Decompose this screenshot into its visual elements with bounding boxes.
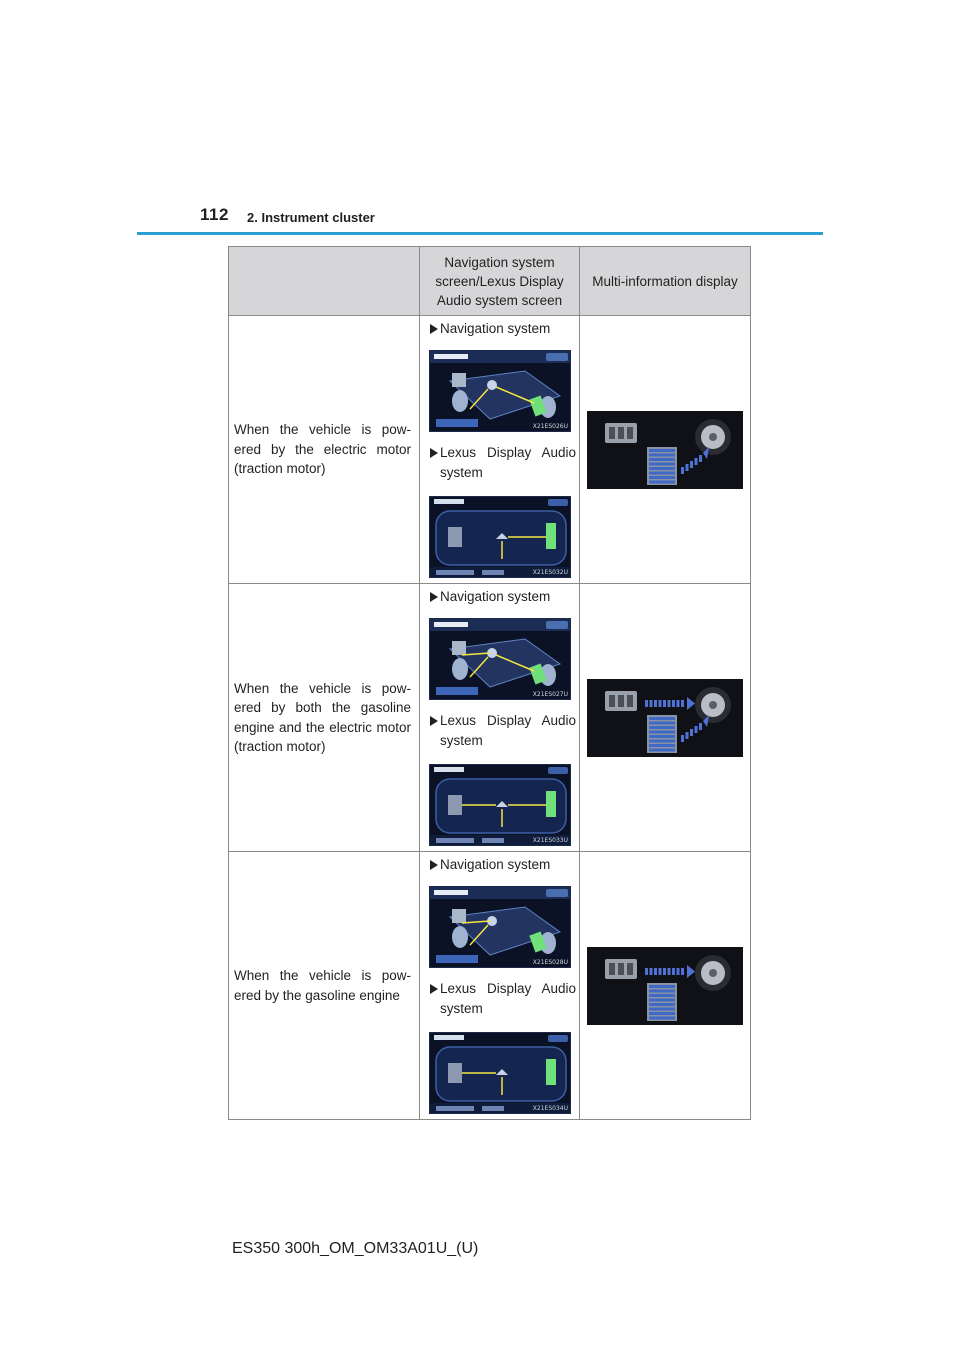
triangle-bullet-icon <box>430 592 438 602</box>
triangle-bullet-icon <box>430 324 438 334</box>
mid-cell <box>580 316 751 584</box>
nav-screen-image <box>429 618 571 700</box>
lda-system-label: Lexus Display Audio system <box>430 979 576 1018</box>
nav-screen-image <box>429 886 571 968</box>
document-code: ES350 300h_OM_OM33A01U_(U) <box>232 1240 479 1257</box>
image-code: X21ES027U <box>532 691 568 698</box>
image-code: X21ES026U <box>532 423 568 430</box>
triangle-bullet-icon <box>430 716 438 726</box>
image-code: X21ES034U <box>532 1105 568 1112</box>
nav-system-label: Navigation system <box>430 587 576 607</box>
table-row <box>229 316 751 584</box>
nav-screen-image <box>429 350 571 432</box>
header-screen: Navigation system screen/Lexus Display Audio system screen <box>420 247 580 316</box>
condition-cell: When the vehicle is pow-ered by both the gasoline engine and the electric motor (traction motor) <box>229 584 420 852</box>
mid-energy-flow-graphic <box>587 947 743 1025</box>
nav-energy-monitor-graphic <box>430 619 571 700</box>
table-header-row <box>229 247 751 316</box>
nav-system-label: Navigation system <box>430 319 576 339</box>
image-code: X21ES032U <box>532 569 568 576</box>
section-title: 2. Instrument cluster <box>247 210 375 225</box>
mid-energy-flow-graphic <box>587 411 743 489</box>
nav-system-label: Navigation system <box>430 855 576 875</box>
mid-cell <box>580 584 751 852</box>
lda-system-label: Lexus Display Audio system <box>430 443 576 482</box>
condition-cell: When the vehicle is pow-ered by the electric motor (traction motor) <box>229 316 420 584</box>
lda-screen-image <box>429 496 571 578</box>
header-condition <box>229 247 420 316</box>
mid-cell <box>580 852 751 1120</box>
triangle-bullet-icon <box>430 448 438 458</box>
lda-screen-image <box>429 1032 571 1114</box>
screen-cell <box>420 316 580 584</box>
screen-cell <box>420 584 580 852</box>
mid-display-image <box>587 411 743 489</box>
nav-energy-monitor-graphic <box>430 351 571 432</box>
mid-display-image <box>587 947 743 1025</box>
page-number: 112 <box>200 205 229 224</box>
condition-cell: When the vehicle is pow-ered by the gasoline engine <box>229 852 420 1120</box>
page-header <box>0 0 960 240</box>
mid-energy-flow-graphic <box>587 679 743 757</box>
screen-cell <box>420 852 580 1120</box>
triangle-bullet-icon <box>430 860 438 870</box>
table-row <box>229 852 751 1120</box>
image-code: X21ES033U <box>532 837 568 844</box>
mid-display-image <box>587 679 743 757</box>
header-mid: Multi-information display <box>580 247 751 316</box>
lda-screen-image <box>429 764 571 846</box>
energy-monitor-table <box>228 246 751 1120</box>
table-row <box>229 584 751 852</box>
image-code: X21ES028U <box>532 959 568 966</box>
lda-energy-monitor-graphic <box>430 765 571 846</box>
lda-energy-monitor-graphic <box>430 497 571 578</box>
triangle-bullet-icon <box>430 984 438 994</box>
nav-energy-monitor-graphic <box>430 887 571 968</box>
lda-energy-monitor-graphic <box>430 1033 571 1114</box>
header-rule <box>137 232 823 235</box>
lda-system-label: Lexus Display Audio system <box>430 711 576 750</box>
